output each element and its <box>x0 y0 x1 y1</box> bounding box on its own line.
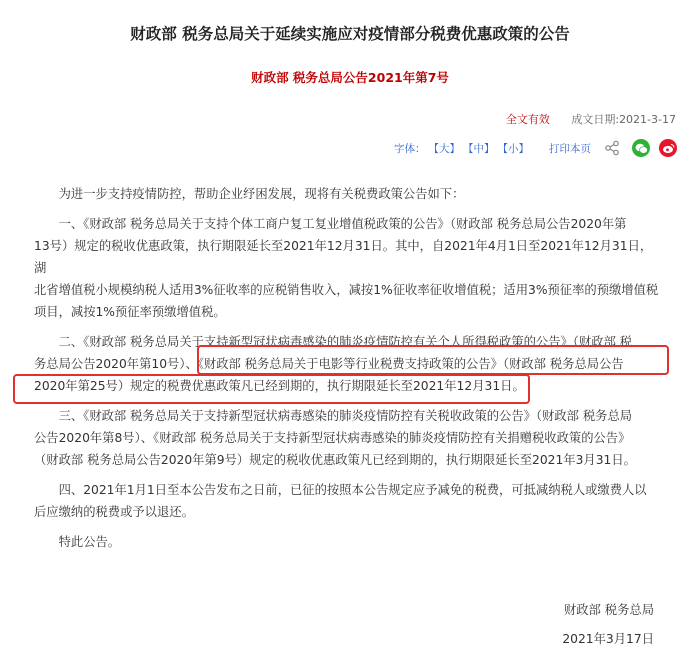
page-title: 财政部 税务总局关于延续实施应对疫情部分税费优惠政策的公告 <box>130 25 570 43</box>
paragraph-closing: 特此公告。 <box>58 535 121 549</box>
font-size-label: 字体： <box>394 142 426 155</box>
document-date: 2021-3-17 <box>619 113 676 126</box>
share-icon[interactable] <box>604 140 620 156</box>
toolbar <box>394 136 680 160</box>
paragraph-3: 三、《财政部 税务总局关于支持新型冠状病毒感染的肺炎疫情防控有关税收政策的公告》（财政部 税务总局 公告2020年第8号）、《财政部 税务总局关于支持新型冠状病毒感染的肺炎疫情防控有关捐赠税收政策的公告》 （财政部 税务总局公告2020年第9号）规定的税收优惠政策凡已经到期的，执行期限延长至2021年3月31日。 <box>34 409 636 467</box>
font-medium-link[interactable]: 【中】 <box>463 142 495 155</box>
paragraph-4: 四、2021年1月1日至本公告发布之日前，已征的按照本公告规定应予减免的税费，可抵减纳税人或缴费人以 后应缴纳的税费或予以退还。 <box>34 483 647 519</box>
paragraph-intro: 为进一步支持疫情防控，帮助企业纾困发展，现将有关税费政策公告如下： <box>58 187 465 201</box>
weibo-share-icon[interactable] <box>659 139 677 157</box>
print-link[interactable]: 打印本页 <box>549 142 591 155</box>
validity-status: 全文有效 <box>505 113 550 126</box>
document-meta <box>506 111 676 127</box>
font-large-link[interactable]: 【大】 <box>428 142 460 155</box>
date-label: 成文日期: <box>571 113 620 126</box>
document-number: 财政部 税务总局公告2021年第7号 <box>251 70 449 85</box>
announcement-body <box>34 183 664 561</box>
font-small-link[interactable]: 【小】 <box>497 142 529 155</box>
signature-date: 2021年3月17日 <box>562 632 654 646</box>
paragraph-1: 一、《财政部 税务总局关于支持个体工商户复工复业增值税政策的公告》（财政部 税务总局公告2020年第 13号）规定的税收优惠政策，执行期限延长至2021年12月31日。其中，自2021年4月1日至2021年12月31日，湖 北省增值税小规模纳税人适用3%征收率的应税销售收入，减按1%征收率征收增值税；适用3%预征率的预缴增值税 项目，减按1%预征率预缴增值税。 <box>34 217 659 319</box>
paragraph-2: 二、《财政部 税务总局关于支持新型冠状病毒感染的肺炎疫情防控有关个人所得税政策的公告》（财政部 税 务总局公告2020年第10号）、《财政部 税务总局关于电影等行业税费支持政策的公告》（财政部 税务总局公告 2020年第25号）规定的税费优惠政策凡已经到期的，执行期限延长至2021年12月31日。 <box>34 335 633 393</box>
wechat-share-icon[interactable] <box>632 139 650 157</box>
issuer-signature: 财政部 税务总局 <box>564 603 654 617</box>
